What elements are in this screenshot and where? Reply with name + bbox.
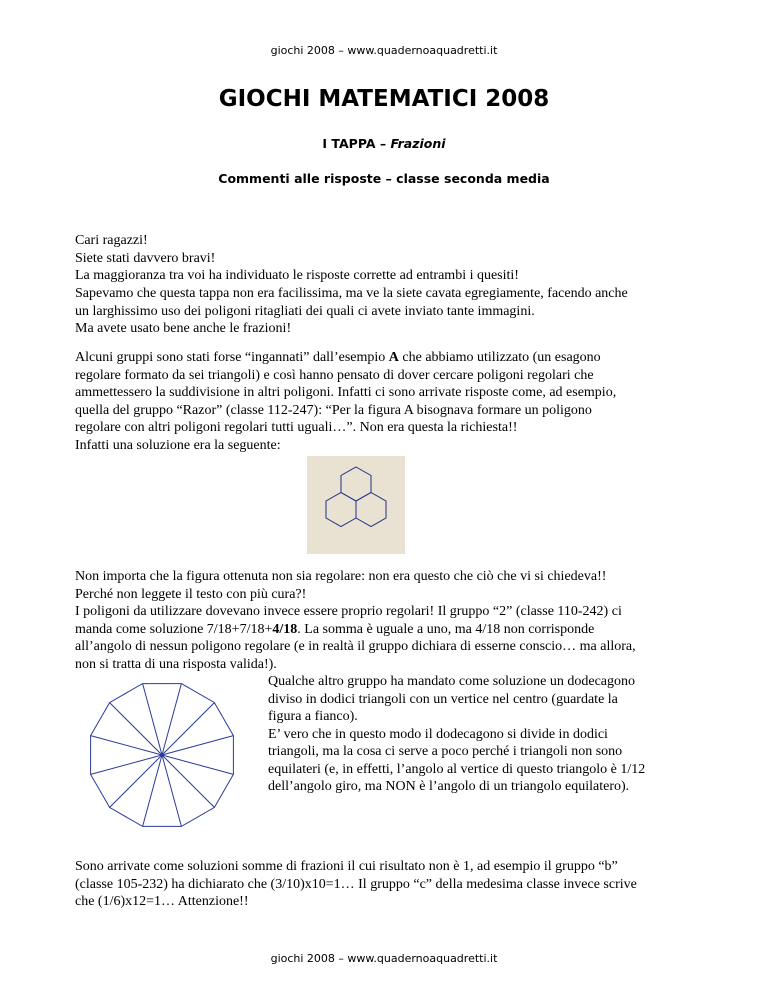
text-line: Perché non leggete il testo con più cura?! — [75, 586, 307, 602]
text-line: Non importa che la figura ottenuta non sia regolare: non era questo che ciò che vi si chiedeva!! — [75, 569, 607, 584]
text-line: regolare formato da sei triangoli) e così hanno pensato di dover cercare poligoni regolari che — [75, 367, 594, 383]
paragraph-3 — [75, 349, 715, 454]
paragraph-2 — [75, 285, 715, 338]
page-title: GIOCHI MATEMATICI 2008 — [218, 86, 550, 112]
text-line: all’angolo di nessun poligono regolare (e in realtà il gruppo dichiara di esserne conscio… ma allora, — [75, 639, 636, 654]
page-header: giochi 2008 – www.quadernoaquadretti.it — [270, 44, 498, 57]
text-line: un larghissimo uso dei poligoni ritagliati dei quali ci avete inviato tante immagini. — [75, 303, 535, 319]
hexagon-figure — [307, 456, 405, 554]
text-line: Cari ragazzi! — [75, 233, 148, 248]
text-line: Infatti una soluzione era la seguente: — [75, 437, 281, 453]
text-line: Siete stati davvero bravi! — [75, 250, 216, 266]
paragraph-6 — [75, 858, 715, 911]
text-line: non si tratta di una risposta valida!). — [75, 656, 277, 672]
section-subtitle: Commenti alle risposte – classe seconda media — [218, 171, 550, 186]
text-line: Alcuni gruppi sono stati forse “ingannati” dall’esempio A che abbiamo utilizzato (un esagono — [75, 350, 601, 365]
text-line: Qualche altro gruppo ha mandato come soluzione un dodecagono — [268, 674, 635, 689]
page-footer: giochi 2008 – www.quadernoaquadretti.it — [270, 952, 498, 965]
text-line: diviso in dodici triangoli con un vertice nel centro (guardate la — [268, 691, 618, 707]
text-line: ammettessero la suddivisione in altri poligoni. Infatti ci sono arrivate risposte come, ad esempio, — [75, 385, 617, 400]
text-line: equilateri (e, in effetti, l’angolo al vertice di questo triangolo è 1/12 — [268, 761, 646, 777]
text-line: Ma avete usato bene anche le frazioni! — [75, 321, 292, 336]
text-line: figura a fianco). — [268, 709, 358, 724]
text-line: Sapevamo che questa tappa non era facilissima, ma ve la siete cavata egregiamente, facendo anche — [75, 286, 628, 301]
text-line: regolare con altri poligoni regolari tutti uguali…”. Non era questa la richiesta!! — [75, 420, 518, 435]
stage-subtitle — [0, 136, 768, 151]
dodecagon-spokes — [91, 684, 234, 827]
text-line: La maggioranza tra voi ha individuato le risposte corrette ad entrambi i quesiti! — [75, 268, 519, 283]
paragraph-5 — [268, 673, 718, 796]
text-line: I poligoni da utilizzare dovevano invece essere proprio regolari! Il gruppo “2” (classe 110-242) ci — [75, 604, 622, 619]
stage-topic: Frazioni — [390, 136, 446, 151]
text-line: che (1/6)x12=1… Attenzione!! — [75, 894, 249, 909]
intro-paragraph — [75, 232, 715, 285]
dodecagon-figure — [78, 672, 246, 840]
paragraph-4 — [75, 568, 715, 673]
text-line: E’ vero che in questo modo il dodecagono si divide in dodici — [268, 726, 608, 742]
text-line: (classe 105-232) ha dichiarato che (3/10)x10=1… Il gruppo “c” della medesima classe invece scrive — [75, 876, 637, 892]
text-line: manda come soluzione 7/18+7/18+4/18. La somma è uguale a uno, ma 4/18 non corrisponde — [75, 621, 595, 637]
text-line: Sono arrivate come soluzioni somme di frazioni il cui risultato non è 1, ad esempio il gruppo “b” — [75, 859, 618, 874]
text-line: triangoli, ma la cosa ci serve a poco perché i triangoli non sono — [268, 744, 623, 759]
stage-label: I TAPPA – — [322, 136, 391, 151]
text-line: quella del gruppo “Razor” (classe 112-247): “Per la figura A bisognava formare un poligono — [75, 402, 592, 418]
text-line: dell’angolo giro, ma NON è l’angolo di un triangolo equilatero). — [268, 779, 630, 794]
